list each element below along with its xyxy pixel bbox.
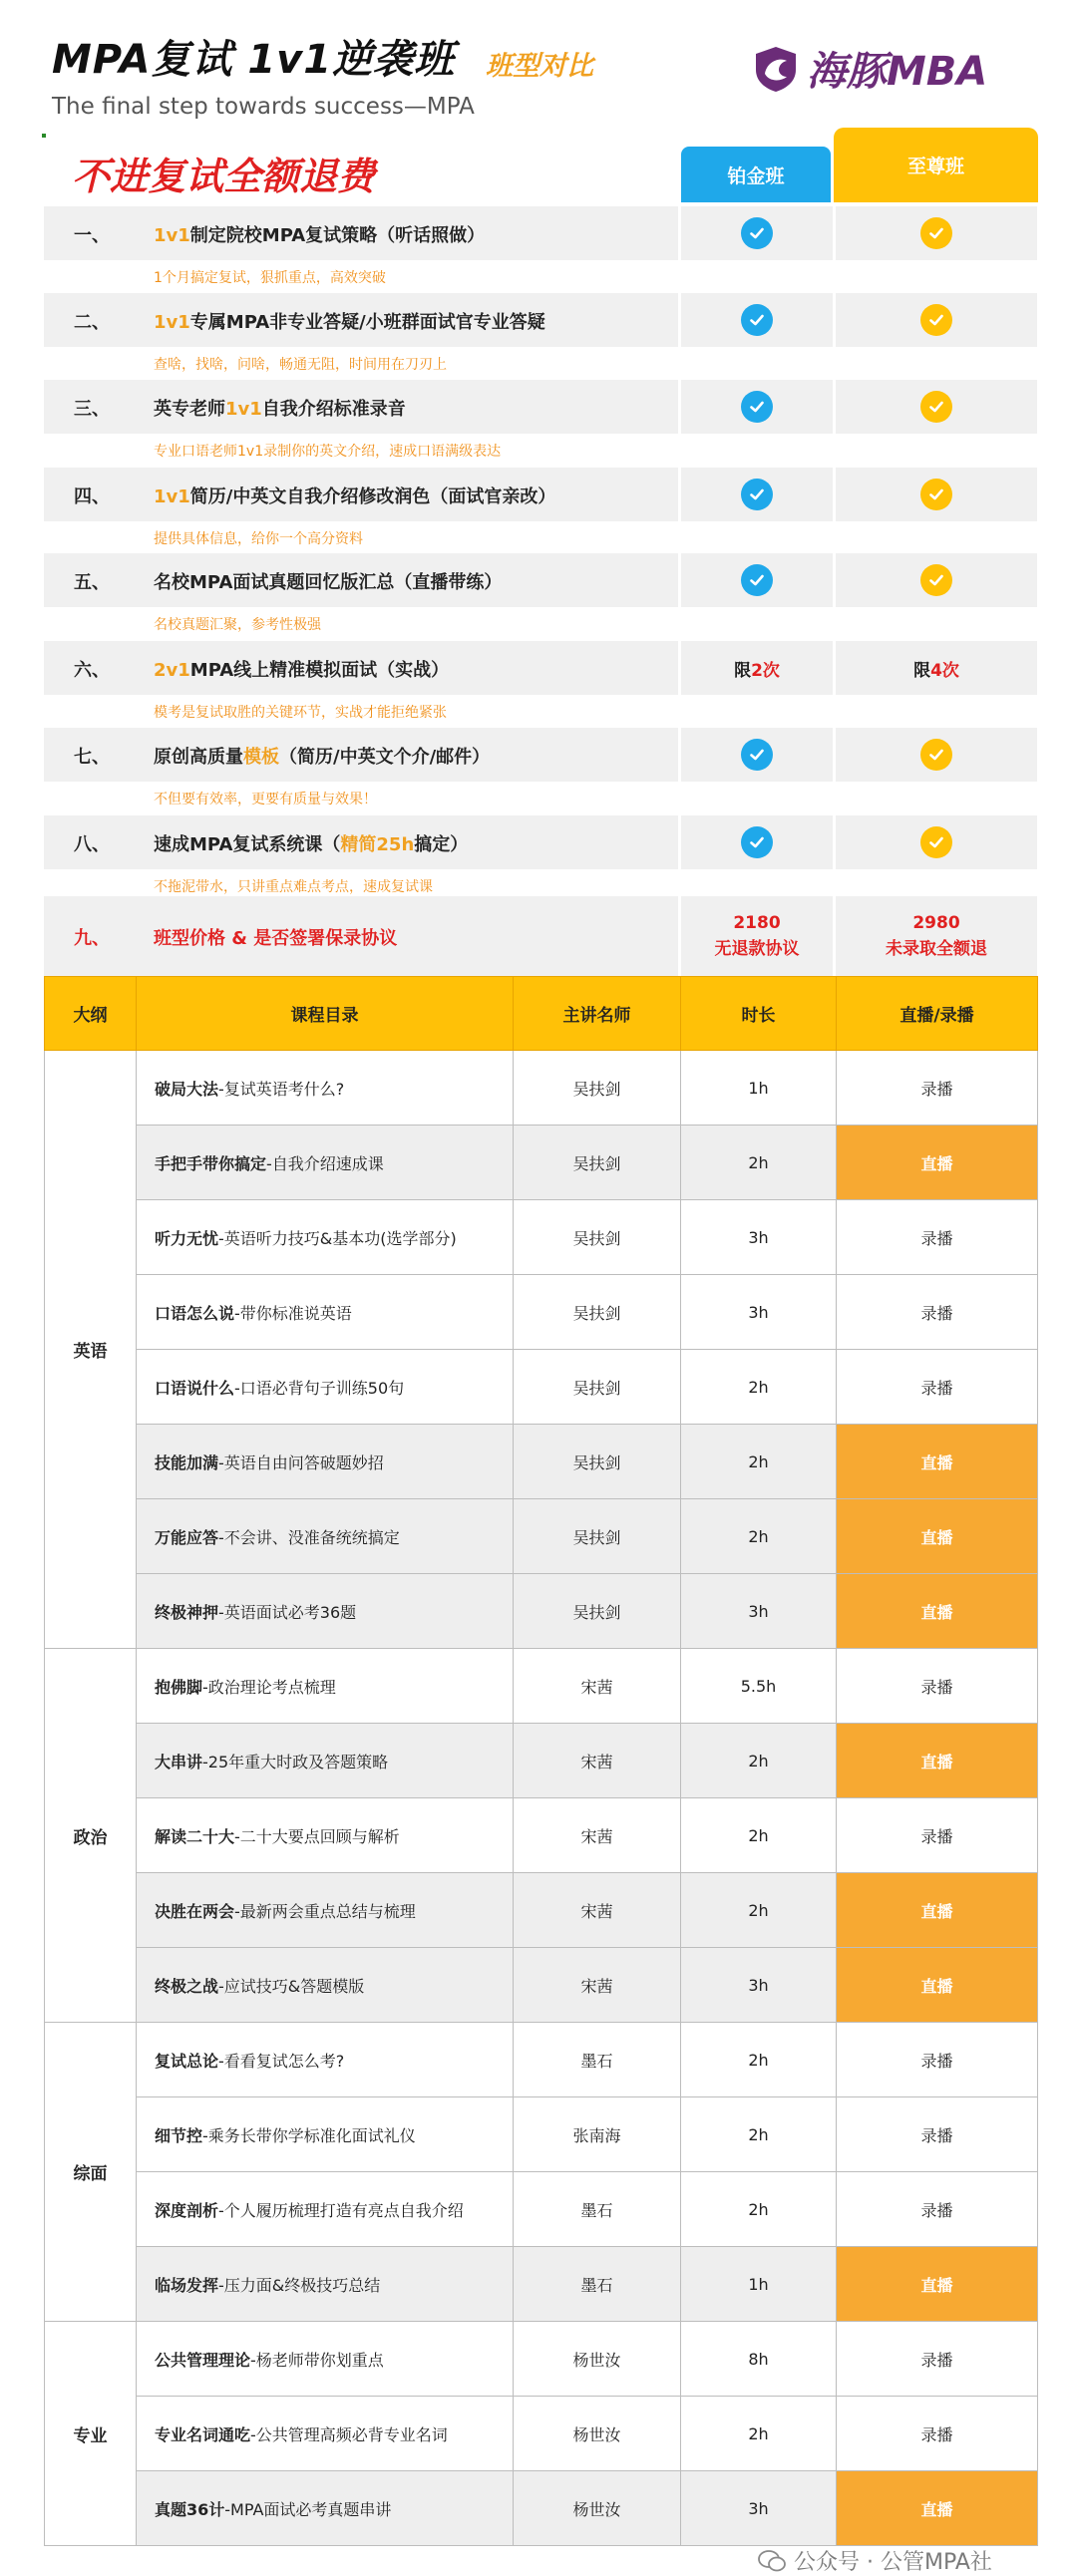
duration-cell: 2h: [681, 1499, 837, 1574]
limit-prefix: 限: [913, 660, 931, 681]
duration-cell: 3h: [681, 2471, 837, 2546]
table-row: [45, 1126, 1038, 1200]
check-icon: [920, 739, 952, 771]
table-row: [45, 2023, 1038, 2097]
page-subtitle: The final step towards success—MPA: [52, 94, 475, 120]
mode-live-cell: 直播: [837, 1873, 1038, 1948]
col-header-teacher: 主讲名师: [514, 977, 681, 1051]
mode-recorded-cell: 录播: [837, 1350, 1038, 1425]
course-name-rest: -自我介绍速成课: [266, 1153, 384, 1173]
mode-recorded-cell: 录播: [837, 1200, 1038, 1275]
check-icon: [920, 479, 952, 510]
check-icon: [741, 564, 773, 596]
teacher-cell: 墨石: [514, 2247, 681, 2322]
feature-description: 不拖泥带水，只讲重点难点考点，速成复试课: [154, 879, 433, 895]
course-name-cell: [137, 2097, 514, 2172]
course-name-bold: 终极之战: [155, 1976, 219, 1996]
course-name-cell: [137, 1798, 514, 1873]
course-name-bold: 万能应答: [155, 1527, 219, 1547]
feature-row: [44, 815, 1037, 869]
check-icon: [741, 304, 773, 336]
feature-title-hl: 2v1: [154, 660, 190, 681]
check-icon: [741, 479, 773, 510]
course-name-rest: -杨老师带你划重点: [250, 2350, 384, 2370]
duration-cell: 3h: [681, 1574, 837, 1649]
feature-title-post: （简历/中英文个介/邮件）: [279, 747, 491, 768]
course-name-rest: -复试英语考什么?: [218, 1079, 345, 1099]
feature-description: 1个月搞定复试，狠抓重点，高效突破: [154, 270, 386, 286]
mode-live-cell: 直播: [837, 1499, 1038, 1574]
table-row: [45, 2322, 1038, 2397]
course-name-rest: -个人履历梳理打造有亮点自我介绍: [218, 2200, 464, 2220]
teacher-cell: 杨世汝: [514, 2471, 681, 2546]
course-name-rest: -政治理论考点梳理: [202, 1677, 336, 1697]
feature-title-hl: 精简25h: [340, 834, 415, 855]
mode-live-cell: 直播: [837, 2471, 1038, 2546]
duration-cell: 2h: [681, 2097, 837, 2172]
col-header-mode: 直播/录播: [837, 977, 1038, 1051]
mode-recorded-cell: 录播: [837, 1798, 1038, 1873]
check-icon: [920, 217, 952, 249]
feature-title: [154, 308, 545, 334]
course-name-cell: [137, 2172, 514, 2247]
table-row: [45, 1574, 1038, 1649]
feature-cell-supreme: [836, 553, 1037, 607]
mode-recorded-cell: 录播: [837, 1275, 1038, 1350]
table-row: [45, 1425, 1038, 1499]
col-header-outline: 大纲: [45, 977, 137, 1051]
teacher-cell: 墨石: [514, 2172, 681, 2247]
feature-description: 提供具体信息，给你一个高分资料: [154, 531, 363, 547]
table-row: [45, 1798, 1038, 1873]
duration-cell: 3h: [681, 1200, 837, 1275]
corner-mark: [42, 134, 46, 138]
feature-title-post: 专属MPA非专业答疑/小班群面试官专业答疑: [189, 312, 545, 333]
feature-row: [44, 728, 1037, 782]
feature-cell-platinum: [681, 815, 833, 869]
course-name-rest: -公共管理高频必背专业名词: [250, 2424, 448, 2444]
price-row: [44, 896, 1037, 976]
course-name-rest: -不会讲、没准备统统搞定: [218, 1527, 400, 1547]
feature-cell-platinum: [681, 206, 833, 260]
teacher-cell: 墨石: [514, 2023, 681, 2097]
limit-prefix: 限: [734, 660, 752, 681]
table-row: [45, 1350, 1038, 1425]
limit-count: 2次: [751, 660, 780, 681]
feature-description: 模考是复试取胜的关键环节，实战才能拒绝紧张: [154, 705, 447, 721]
watermark: [758, 2545, 992, 2576]
mode-live-cell: 直播: [837, 1948, 1038, 2023]
course-name-cell: [137, 1425, 514, 1499]
wechat-icon: [758, 2550, 786, 2572]
check-icon: [741, 739, 773, 771]
watermark-text: 公众号 · 公管MPA社: [794, 2550, 992, 2575]
teacher-cell: 吴扶剑: [514, 1499, 681, 1574]
teacher-cell: 宋茜: [514, 1948, 681, 2023]
check-icon: [920, 304, 952, 336]
feature-cell-platinum: [681, 728, 833, 782]
mode-recorded-cell: 录播: [837, 2397, 1038, 2471]
dolphin-shield-icon: [751, 44, 801, 94]
teacher-cell: 杨世汝: [514, 2322, 681, 2397]
category-cell: 英语: [45, 1051, 137, 1649]
course-name-cell: [137, 1649, 514, 1724]
feature-title-hl: 1v1: [154, 486, 190, 507]
table-row: [45, 1649, 1038, 1724]
course-name-bold: 破局大法: [155, 1079, 219, 1099]
feature-title-hl: 1v1: [154, 225, 190, 246]
plan-header-platinum: 铂金班: [681, 147, 831, 202]
feature-number: 一、: [74, 225, 110, 246]
price-num: 九、: [74, 928, 110, 949]
teacher-cell: 吴扶剑: [514, 1350, 681, 1425]
duration-cell: 5.5h: [681, 1649, 837, 1724]
title-tag: 班型对比: [486, 51, 593, 82]
feature-row: [44, 206, 1037, 260]
feature-title-post: 简历/中英文自我介绍修改润色（面试官亲改）: [189, 486, 556, 507]
course-name-bold: 抱佛脚: [155, 1677, 203, 1697]
duration-cell: 2h: [681, 2172, 837, 2247]
teacher-cell: 吴扶剑: [514, 1425, 681, 1499]
teacher-cell: 吴扶剑: [514, 1051, 681, 1126]
feature-number: 二、: [74, 312, 110, 333]
feature-cell-supreme: [836, 815, 1037, 869]
feature-cell-platinum: [681, 553, 833, 607]
feature-cell-platinum: [681, 380, 833, 434]
duration-cell: 2h: [681, 2023, 837, 2097]
course-name-bold: 口语说什么: [155, 1378, 235, 1398]
feature-title: [154, 656, 449, 682]
course-name-cell: [137, 2023, 514, 2097]
col-header-course: 课程目录: [137, 977, 514, 1051]
feature-title: [154, 483, 555, 508]
teacher-cell: 宋茜: [514, 1724, 681, 1798]
feature-row: [44, 641, 1037, 695]
duration-cell: 8h: [681, 2322, 837, 2397]
teacher-cell: 吴扶剑: [514, 1574, 681, 1649]
duration-cell: 1h: [681, 2247, 837, 2322]
feature-title-pre: 英专老师: [154, 399, 225, 420]
table-row: [45, 2397, 1038, 2471]
table-row: [45, 1948, 1038, 2023]
mode-recorded-cell: 录播: [837, 2097, 1038, 2172]
course-name-cell: [137, 1200, 514, 1275]
course-name-cell: [137, 1948, 514, 2023]
course-name-cell: [137, 2397, 514, 2471]
course-name-bold: 口语怎么说: [155, 1303, 235, 1323]
mode-live-cell: 直播: [837, 1425, 1038, 1499]
teacher-cell: 宋茜: [514, 1649, 681, 1724]
price-platinum-value: 2180: [733, 913, 781, 933]
price-label: 班型价格 & 是否签署保录协议: [154, 928, 398, 949]
price-supreme: [836, 910, 1037, 962]
feature-title-hl: 1v1: [154, 312, 190, 333]
course-name-rest: -最新两会重点总结与梳理: [234, 1901, 416, 1921]
feature-cell-platinum: [681, 293, 833, 347]
feature-title-post: 搞定）: [414, 834, 469, 855]
course-name-bold: 深度剖析: [155, 2200, 219, 2220]
table-row: [45, 2172, 1038, 2247]
course-name-cell: [137, 1873, 514, 1948]
page-title: MPA复试 1v1逆袭班: [52, 37, 456, 83]
duration-cell: 2h: [681, 1798, 837, 1873]
feature-title-post: 自我介绍标准录音: [261, 399, 406, 420]
course-name-bold: 决胜在两会: [155, 1901, 235, 1921]
course-name-rest: -二十大要点回顾与解析: [234, 1826, 400, 1846]
feature-row: [44, 553, 1037, 607]
plan-header-supreme: 至尊班: [834, 128, 1038, 202]
duration-cell: 2h: [681, 1126, 837, 1200]
duration-cell: 3h: [681, 1948, 837, 2023]
duration-cell: 3h: [681, 1275, 837, 1350]
brand-logo: [751, 40, 987, 97]
duration-cell: 2h: [681, 1425, 837, 1499]
mode-live-cell: 直播: [837, 1574, 1038, 1649]
course-name-rest: -MPA面试必考真题串讲: [224, 2499, 392, 2519]
course-name-bold: 临场发挥: [155, 2275, 219, 2295]
table-row: [45, 1873, 1038, 1948]
table-row: [45, 2097, 1038, 2172]
course-table-header: [45, 977, 1038, 1051]
feature-cell-supreme: [836, 206, 1037, 260]
teacher-cell: 吴扶剑: [514, 1200, 681, 1275]
mode-recorded-cell: 录播: [837, 2023, 1038, 2097]
category-cell: 综面: [45, 2023, 137, 2322]
course-table: [44, 976, 1038, 2546]
course-name-rest: -看看复试怎么考?: [218, 2051, 345, 2071]
duration-cell: 2h: [681, 1724, 837, 1798]
table-row: [45, 2247, 1038, 2322]
check-icon: [920, 391, 952, 423]
feature-cell-supreme: [836, 293, 1037, 347]
feature-title-pre: 速成MPA复试系统课（: [154, 834, 341, 855]
feature-number: 八、: [74, 834, 110, 855]
feature-title-pre: 名校MPA面试真题回忆版汇总（直播带练）: [154, 572, 503, 593]
feature-title-pre: 原创高质量: [154, 747, 243, 768]
teacher-cell: 吴扶剑: [514, 1126, 681, 1200]
course-name-rest: -英语自由问答破题妙招: [218, 1452, 384, 1472]
feature-title: [154, 568, 502, 594]
course-name-bold: 终极神押: [155, 1602, 219, 1622]
feature-number: 三、: [74, 399, 110, 420]
teacher-cell: 杨世汝: [514, 2397, 681, 2471]
category-cell: 政治: [45, 1649, 137, 2023]
category-cell: 专业: [45, 2322, 137, 2546]
mode-recorded-cell: 录播: [837, 2172, 1038, 2247]
course-name-bold: 手把手带你搞定: [155, 1153, 267, 1173]
feature-number: 六、: [74, 660, 110, 681]
feature-row: [44, 380, 1037, 434]
course-name-rest: -乘务长带你学标准化面试礼仪: [202, 2125, 416, 2145]
mode-live-cell: 直播: [837, 1724, 1038, 1798]
teacher-cell: 张南海: [514, 2097, 681, 2172]
price-platinum-note: 无退款协议: [714, 939, 800, 959]
mode-recorded-cell: 录播: [837, 1649, 1038, 1724]
course-name-cell: [137, 2247, 514, 2322]
course-name-bold: 技能加满: [155, 1452, 219, 1472]
mode-recorded-cell: 录播: [837, 2322, 1038, 2397]
feature-description: 不但要有效率，更要有质量与效果！: [154, 792, 377, 807]
feature-title-hl: 1v1: [225, 399, 262, 420]
feature-title-post: 制定院校MPA复试策略（听话照做）: [189, 225, 486, 246]
feature-description: 名校真题汇聚，参考性极强: [154, 617, 321, 633]
table-row: [45, 1724, 1038, 1798]
course-name-bold: 真题36计: [155, 2499, 225, 2519]
check-icon: [741, 391, 773, 423]
course-name-bold: 解读二十大: [155, 1826, 235, 1846]
course-name-bold: 专业名词通吃: [155, 2424, 251, 2444]
duration-cell: 1h: [681, 1051, 837, 1126]
course-name-bold: 复试总论: [155, 2051, 219, 2071]
check-icon: [920, 564, 952, 596]
table-row: [45, 1275, 1038, 1350]
course-name-cell: [137, 1724, 514, 1798]
teacher-cell: 宋茜: [514, 1873, 681, 1948]
feature-description: 查啥，找啥，问啥，畅通无阻，时间用在刀刃上: [154, 357, 447, 373]
feature-title: [154, 830, 468, 856]
course-name-bold: 听力无忧: [155, 1228, 219, 1248]
feature-row: [44, 293, 1037, 347]
teacher-cell: 宋茜: [514, 1798, 681, 1873]
logo-text: 海豚MBA: [807, 49, 988, 95]
mode-recorded-cell: 录播: [837, 1051, 1038, 1126]
course-name-cell: [137, 1126, 514, 1200]
limit-count: 4次: [930, 660, 959, 681]
feature-cell-supreme: [836, 728, 1037, 782]
course-name-cell: [137, 1350, 514, 1425]
course-name-bold: 细节控: [155, 2125, 203, 2145]
course-name-rest: -压力面&终极技巧总结: [218, 2275, 381, 2295]
teacher-cell: 吴扶剑: [514, 1275, 681, 1350]
course-name-rest: -25年重大时政及答题策略: [202, 1752, 389, 1771]
feature-row: [44, 468, 1037, 521]
course-name-bold: 大串讲: [155, 1752, 203, 1771]
table-row: [45, 1051, 1038, 1126]
feature-number: 四、: [74, 486, 110, 507]
course-name-rest: -英语面试必考36题: [218, 1602, 357, 1622]
price-platinum: [681, 910, 833, 962]
feature-cell-supreme: [836, 641, 1037, 695]
feature-cell-supreme: [836, 380, 1037, 434]
price-supreme-value: 2980: [912, 913, 960, 933]
feature-description: 专业口语老师1v1录制你的英文介绍，速成口语满级表达: [154, 444, 502, 460]
price-supreme-note: 未录取全额退: [886, 939, 987, 959]
course-name-rest: -带你标准说英语: [234, 1303, 352, 1323]
feature-title: [154, 743, 490, 769]
course-name-rest: -英语听力技巧&基本功(选学部分): [218, 1228, 457, 1248]
feature-title-hl: 模板: [243, 747, 279, 768]
feature-number: 七、: [74, 747, 110, 768]
feature-number: 五、: [74, 572, 110, 593]
course-name-cell: [137, 1574, 514, 1649]
check-icon: [741, 826, 773, 858]
duration-cell: 2h: [681, 1350, 837, 1425]
table-row: [45, 1200, 1038, 1275]
check-icon: [741, 217, 773, 249]
course-name-cell: [137, 1275, 514, 1350]
course-name-cell: [137, 1499, 514, 1574]
course-name-bold: 公共管理理论: [155, 2350, 251, 2370]
course-name-rest: -口语必背句子训练50句: [234, 1378, 405, 1398]
table-row: [45, 1499, 1038, 1574]
duration-cell: 2h: [681, 1873, 837, 1948]
feature-title-post: MPA线上精准模拟面试（实战）: [189, 660, 450, 681]
mode-live-cell: 直播: [837, 2247, 1038, 2322]
col-header-duration: 时长: [681, 977, 837, 1051]
course-name-cell: [137, 2322, 514, 2397]
course-name-rest: -应试技巧&答题模版: [218, 1976, 365, 1996]
feature-cell-platinum: [681, 641, 833, 695]
feature-cell-platinum: [681, 468, 833, 521]
check-icon: [920, 826, 952, 858]
course-name-cell: [137, 2471, 514, 2546]
feature-title: [154, 395, 406, 421]
duration-cell: 2h: [681, 2397, 837, 2471]
feature-title: [154, 221, 485, 247]
table-row: [45, 2471, 1038, 2546]
refund-banner: 不进复试全额退费: [72, 155, 376, 198]
feature-cell-supreme: [836, 468, 1037, 521]
course-name-cell: [137, 1051, 514, 1126]
mode-live-cell: 直播: [837, 1126, 1038, 1200]
